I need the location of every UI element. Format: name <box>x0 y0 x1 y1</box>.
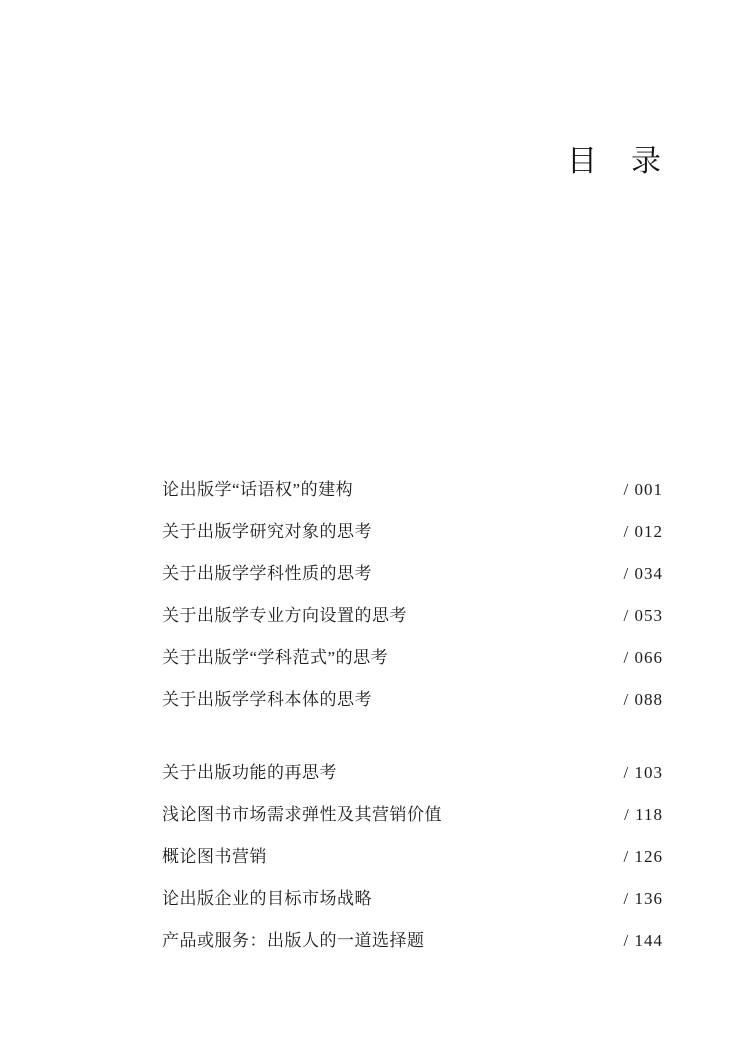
toc-entry-page: / 088 <box>623 690 663 709</box>
toc-entry-title: 论出版学“话语权”的建构 <box>162 480 354 499</box>
toc-group-2 <box>162 752 663 962</box>
toc-row <box>162 595 663 637</box>
toc-row <box>162 469 663 511</box>
toc-row <box>162 920 663 962</box>
toc-row <box>162 878 663 920</box>
toc-entry-page: / 126 <box>623 847 663 866</box>
toc-entry-title: 关于出版学学科本体的思考 <box>162 690 372 709</box>
toc-entry-page: / 012 <box>623 522 663 541</box>
toc-entry-title: 关于出版学学科性质的思考 <box>162 564 372 583</box>
toc-entry-page: / 136 <box>623 889 663 908</box>
toc-entry-page: / 103 <box>623 763 663 782</box>
toc-row <box>162 511 663 553</box>
toc-row <box>162 679 663 721</box>
toc-entry-page: / 144 <box>623 931 663 950</box>
toc-entry-title: 关于出版学专业方向设置的思考 <box>162 606 407 625</box>
toc-row <box>162 752 663 794</box>
toc-entry-title: 关于出版学研究对象的思考 <box>162 522 372 541</box>
toc-entry-page: / 118 <box>624 805 663 824</box>
toc-row <box>162 637 663 679</box>
toc-row <box>162 553 663 595</box>
toc-entry-title: 论出版企业的目标市场战略 <box>162 889 372 908</box>
toc-entry-title: 浅论图书市场需求弹性及其营销价值 <box>162 805 442 824</box>
toc-entry-title: 概论图书营销 <box>162 847 267 866</box>
toc-entry-title: 产品或服务：出版人的一道选择题 <box>162 931 425 950</box>
toc-entry-page: / 053 <box>623 606 663 625</box>
toc-content <box>162 145 663 962</box>
page-title: 目 录 <box>567 145 663 178</box>
toc-entry-page: / 001 <box>623 480 663 499</box>
toc-entry-page: / 066 <box>623 648 663 667</box>
toc-entry-page: / 034 <box>623 564 663 583</box>
toc-entry-title: 关于出版功能的再思考 <box>162 763 337 782</box>
toc-group-1 <box>162 469 663 721</box>
toc-entry-title: 关于出版学“学科范式”的思考 <box>162 648 389 667</box>
toc-row <box>162 794 663 836</box>
toc-row <box>162 836 663 878</box>
